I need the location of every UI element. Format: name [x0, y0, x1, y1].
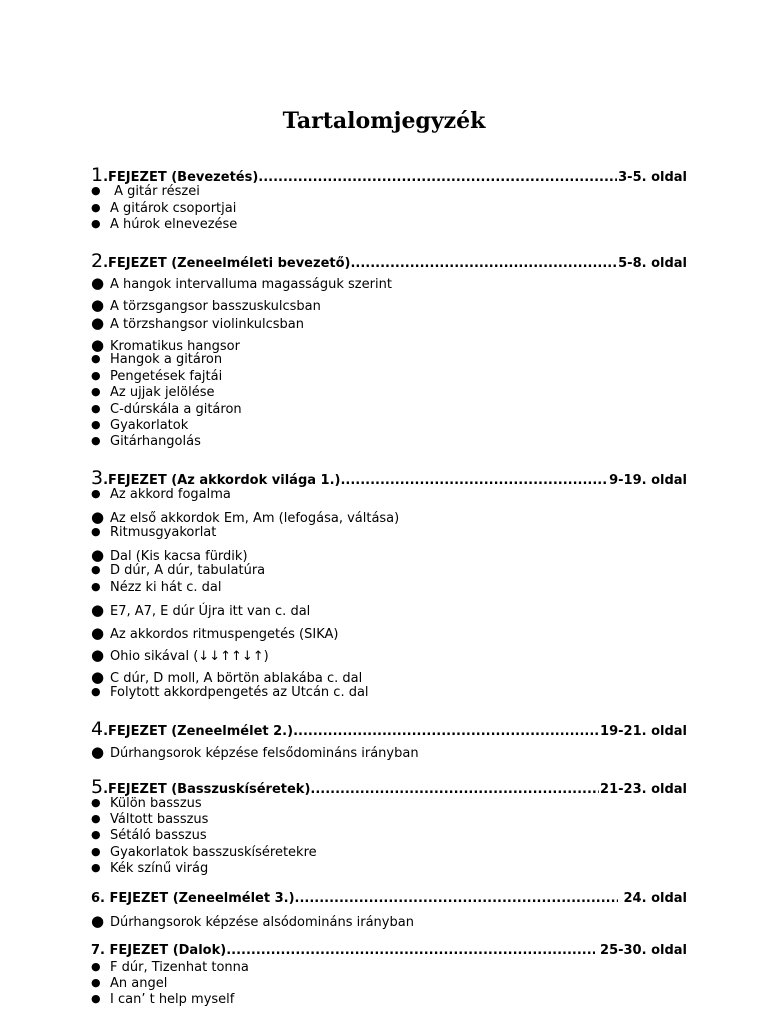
chapter-number: 1 [91, 164, 104, 186]
bullet-icon: ● [91, 434, 101, 447]
toc-item [91, 960, 651, 975]
bullet-icon: ● [91, 845, 101, 858]
toc-item [91, 668, 651, 686]
toc-item-label: A törzsgangsor basszuskulcsban [110, 299, 321, 314]
chapter-pages: 25-30. oldal [595, 943, 687, 958]
chapter-pages: 24. oldal [618, 891, 687, 906]
toc-item [91, 385, 651, 400]
toc-item-label: A gitárok csoportjai [110, 201, 237, 216]
toc-item [91, 563, 651, 578]
chapter-label: FEJEZET (Az akkordok világa 1.) [108, 473, 341, 488]
toc-item [91, 580, 651, 595]
chapter-pages: 3-5. oldal [618, 170, 687, 185]
toc-chapter-5 [91, 776, 687, 798]
chapter-number: 6 [91, 891, 101, 906]
bullet-icon: ● [91, 685, 101, 698]
toc-item-label: An angel [110, 976, 168, 991]
toc-item [91, 624, 651, 642]
toc-item-label: A hangok intervalluma magasságuk szerint [110, 277, 392, 292]
dot-leader [293, 724, 599, 739]
toc-item-label: Az akkordos ritmuspengetés (SIKA) [110, 627, 339, 642]
toc-chapter-3 [91, 467, 687, 489]
bullet-icon: ● [91, 546, 105, 564]
chapter-label: FEJEZET (Dalok) [109, 943, 227, 958]
chapter-separator: . [103, 724, 109, 739]
toc-item-label: Hangok a gitáron [110, 352, 223, 367]
bullet-icon: ● [91, 508, 105, 526]
toc-item [91, 796, 651, 811]
toc-item [91, 184, 651, 199]
chapter-pages: 19-21. oldal [600, 724, 687, 739]
toc-item-label: Gitárhangolás [110, 434, 201, 449]
chapter-number: 4 [91, 718, 104, 740]
dot-leader [340, 473, 608, 488]
bullet-icon: ● [91, 525, 101, 538]
toc-item-label: A húrok elnevezése [110, 217, 238, 232]
toc-item [91, 912, 651, 930]
bullet-icon: ● [91, 668, 105, 686]
toc-item-label: Dúrhangsorok képzése alsódomináns irányban [110, 915, 414, 930]
toc-item [91, 314, 651, 332]
toc-item-label: Pengetések fajtái [110, 369, 223, 384]
bullet-icon: ● [91, 352, 101, 365]
bullet-icon: ● [91, 314, 105, 332]
bullet-icon: ● [91, 563, 101, 576]
bullet-icon: ● [91, 601, 105, 619]
toc-item-label: Nézz ki hát c. dal [110, 580, 222, 595]
toc-item-label: Külön basszus [110, 796, 202, 811]
toc-item [91, 685, 651, 700]
bullet-icon: ● [91, 828, 101, 841]
toc-item-label: F dúr, Tizenhat tonna [110, 960, 249, 975]
toc-item [91, 296, 651, 314]
toc-item-label: C dúr, D moll, A börtön ablakába c. dal [110, 671, 363, 686]
toc-item-label: Kék színű virág [110, 861, 209, 876]
chapter-separator: . [103, 782, 109, 797]
bullet-icon: ● [91, 624, 105, 642]
chapter-number: 2 [91, 250, 104, 272]
toc-item-label: Gyakorlatok [110, 418, 189, 433]
bullet-icon: ● [91, 402, 101, 415]
toc-item-label: Kromatikus hangsor [110, 339, 240, 354]
page-title: Tartalomjegyzék [282, 108, 486, 134]
dot-leader [295, 891, 618, 906]
bullet-icon: ● [91, 201, 101, 214]
toc-item-label: Dúrhangsorok képzése felsődomináns irányban [110, 746, 419, 761]
bullet-icon: ● [91, 796, 101, 809]
chapter-separator: . [103, 473, 109, 488]
toc-item-label: E7, A7, E dúr Újra itt van c. dal [110, 604, 311, 619]
bullet-icon: ● [91, 580, 101, 593]
toc-item [91, 601, 651, 619]
chapter-separator: . [100, 943, 110, 958]
toc-item [91, 487, 651, 502]
toc-item-label: Gyakorlatok basszuskíséretekre [110, 845, 317, 860]
toc-item [91, 976, 651, 991]
toc-item-label: Folytott akkordpengetés az Utcán c. dal [110, 685, 369, 700]
chapter-separator: . [103, 256, 109, 271]
toc-item-label: I can’ t help myself [110, 992, 235, 1007]
toc-item [91, 525, 651, 540]
toc-item-label: Az első akkordok Em, Am (lefogása, váltása) [110, 511, 400, 526]
bullet-icon: ● [91, 369, 101, 382]
toc-chapter-2 [91, 250, 687, 272]
toc-item-label: Az akkord fogalma [110, 487, 231, 502]
toc-item-label: Sétáló basszus [110, 828, 207, 843]
chapter-label: FEJEZET (Zeneelméleti bevezető) [108, 256, 351, 271]
toc-item-label: D dúr, A dúr, tabulatúra [110, 563, 266, 578]
bullet-icon: ● [91, 992, 101, 1005]
chapter-number: 7 [91, 943, 101, 958]
toc-item-label: A gitár részei [110, 184, 200, 199]
toc-item [91, 861, 651, 876]
toc-item-label: Az ujjak jelölése [110, 385, 215, 400]
toc-item [91, 201, 651, 216]
bullet-icon: ● [91, 812, 101, 825]
toc-chapter-7 [91, 943, 687, 958]
toc-item-label: Ohio sikával (↓↓↑↑↓↑) [110, 649, 269, 664]
chapter-pages: 21-23. oldal [600, 782, 687, 797]
chapter-number: 3 [91, 467, 104, 489]
bullet-icon: ● [91, 296, 105, 314]
toc-item [91, 812, 651, 827]
toc-item [91, 546, 651, 564]
toc-chapter-6 [91, 891, 687, 906]
chapter-number: 5 [91, 776, 104, 798]
bullet-icon: ● [91, 646, 105, 664]
toc-item-label: Dal (Kis kacsa fürdik) [110, 549, 248, 564]
toc-item [91, 369, 651, 384]
bullet-icon: ● [91, 960, 101, 973]
bullet-icon: ● [91, 184, 101, 197]
toc-item-label: A törzshangsor violinkulcsban [110, 317, 304, 332]
chapter-pages: 9-19. oldal [609, 473, 687, 488]
bullet-icon: ● [91, 743, 105, 761]
bullet-icon: ● [91, 336, 105, 354]
dot-leader [350, 256, 617, 271]
chapter-separator: . [100, 891, 110, 906]
bullet-icon: ● [91, 912, 105, 930]
toc-item [91, 743, 651, 761]
dot-leader [258, 170, 617, 185]
toc-item [91, 434, 651, 449]
toc-item [91, 274, 651, 292]
toc-item [91, 992, 651, 1007]
toc-item [91, 845, 651, 860]
toc-chapter-4 [91, 718, 687, 740]
bullet-icon: ● [91, 418, 101, 431]
toc-item-label: Váltott basszus [110, 812, 209, 827]
toc-item [91, 828, 651, 843]
chapter-label: FEJEZET (Zeneelmélet 3.) [109, 891, 295, 906]
toc-chapter-1 [91, 164, 687, 186]
toc-item-label: C-dúrskála a gitáron [110, 402, 242, 417]
bullet-icon: ● [91, 385, 101, 398]
toc-item [91, 352, 651, 367]
toc-item [91, 418, 651, 433]
toc-item-label: Ritmusgyakorlat [110, 525, 217, 540]
bullet-icon: ● [91, 487, 101, 500]
bullet-icon: ● [91, 217, 101, 230]
bullet-icon: ● [91, 976, 101, 989]
chapter-separator: . [103, 170, 109, 185]
toc-item [91, 508, 651, 526]
chapter-label: FEJEZET (Basszuskíséretek) [108, 782, 311, 797]
chapter-pages: 5-8. oldal [618, 256, 687, 271]
bullet-icon: ● [91, 861, 101, 874]
toc-item [91, 217, 651, 232]
dot-leader [310, 782, 599, 797]
toc-item [91, 646, 651, 664]
chapter-label: FEJEZET (Zeneelmélet 2.) [108, 724, 294, 739]
dot-leader [226, 943, 594, 958]
chapter-label: FEJEZET (Bevezetés) [108, 170, 259, 185]
bullet-icon: ● [91, 274, 105, 292]
toc-item [91, 402, 651, 417]
